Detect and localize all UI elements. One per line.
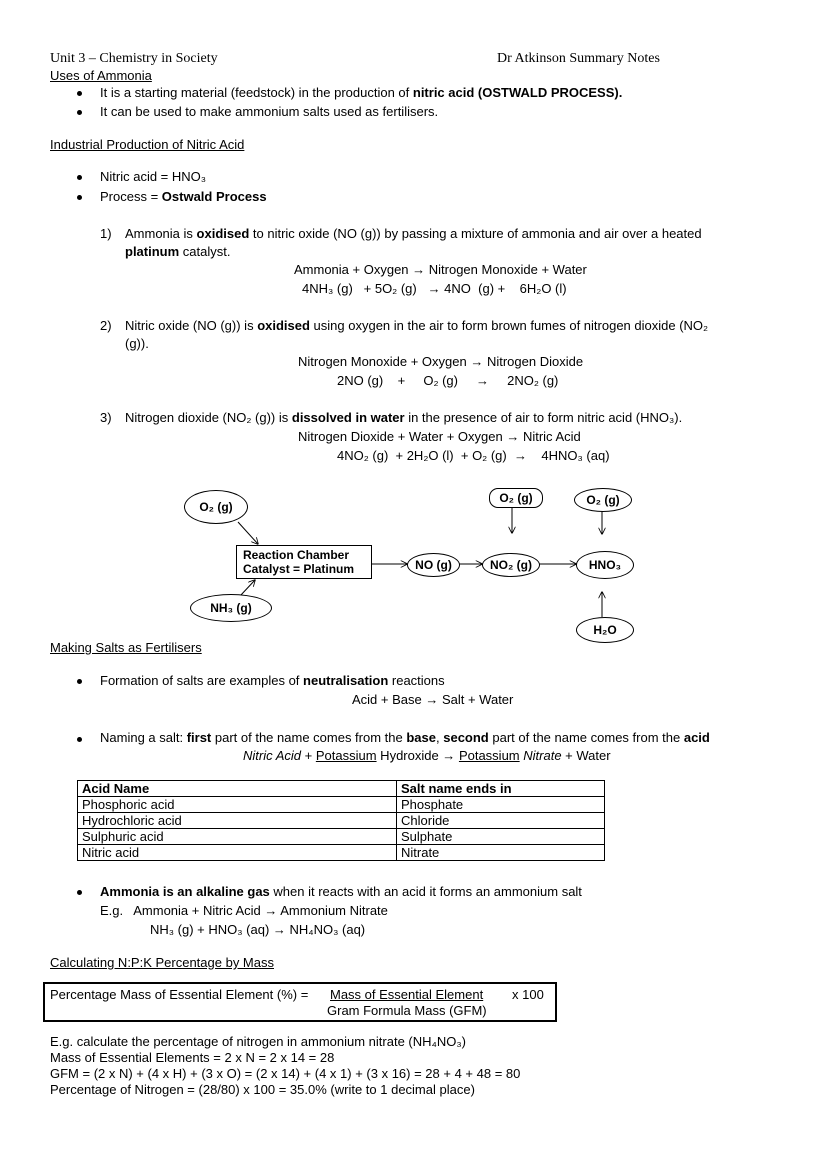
step-1-text-cont: platinum catalyst. [125, 244, 231, 259]
step-1-symbol-equation: 4NH₃ (g) + 5O₂ (g) → 4NO (g) + 6H₂O (l) [302, 281, 567, 296]
node-no: NO (g) [407, 553, 460, 577]
salts-bullet-3: Ammonia is an alkaline gas when it reacts with an acid it forms an ammonium salt [100, 884, 582, 899]
bullet [77, 679, 82, 684]
salts-heading: Making Salts as Fertilisers [50, 640, 202, 655]
npk-example-line-3: GFM = (2 x N) + (4 x H) + (3 x O) = (2 x 14) + (4 x 1) + (3 x 16) = 28 + 4 + 48 = 80 [50, 1066, 521, 1081]
table-cell: Chloride [397, 813, 605, 829]
table-cell: Phosphate [397, 797, 605, 813]
step-2-text: Nitric oxide (NO (g)) is oxidised using oxygen in the air to form brown fumes of nitrogen dioxide (NO₂ [125, 318, 709, 333]
table-cell: Hydrochloric acid [78, 813, 397, 829]
table-header: Acid Name [78, 781, 397, 797]
node-o2-no2: O₂ (g) [489, 488, 543, 508]
step-2-number: 2) [100, 318, 112, 333]
salts-bullet-2: Naming a salt: first part of the name comes from the base, second part of the name comes from the acid [100, 730, 710, 745]
npk-heading: Calculating N:P:K Percentage by Mass [50, 955, 274, 970]
table-row [78, 845, 605, 861]
node-h2o: H₂O [576, 617, 634, 643]
table-cell: Sulphuric acid [78, 829, 397, 845]
table-row [78, 797, 605, 813]
step-2-text-cont: (g)). [125, 336, 149, 351]
step-1-number: 1) [100, 226, 112, 241]
unit-title: Unit 3 – Chemistry in Society [50, 51, 218, 66]
step-2-symbol-equation: 2NO (g) + O₂ (g) → 2NO₂ (g) [337, 373, 559, 388]
catalyst-label: Catalyst = Platinum [243, 562, 355, 576]
node-o2-hno3: O₂ (g) [574, 488, 632, 512]
formula-denominator: Gram Formula Mass (GFM) [327, 1003, 487, 1018]
node-no2: NO₂ (g) [482, 553, 540, 577]
chamber-label: Reaction Chamber [243, 548, 350, 562]
npk-example-line-4: Percentage of Nitrogen = (28/80) x 100 = 35.0% (write to 1 decimal place) [50, 1082, 475, 1097]
step-3-symbol-equation: 4NO₂ (g) + 2H₂O (l) + O₂ (g) → 4HNO₃ (aq) [337, 448, 610, 463]
node-o2-chamber: O₂ (g) [184, 490, 248, 524]
salt-names-table [77, 780, 605, 861]
table-cell: Nitric acid [78, 845, 397, 861]
npk-example-line-2: Mass of Essential Elements = 2 x N = 2 x 14 = 28 [50, 1050, 335, 1065]
step-1-text: Ammonia is oxidised to nitric oxide (NO (g)) by passing a mixture of ammonia and air over a heated [125, 226, 702, 241]
bullet [77, 737, 82, 742]
table-cell: Sulphate [397, 829, 605, 845]
table-row [78, 813, 605, 829]
formula-multiplier: x 100 [512, 987, 544, 1002]
industrial-bullet-1: Nitric acid = HNO₃ [100, 169, 207, 184]
author-title: Dr Atkinson Summary Notes [497, 51, 660, 66]
arrow-o2-to-chamber [238, 522, 258, 544]
uses-heading: Uses of Ammonia [50, 68, 152, 83]
table-cell: Phosphoric acid [78, 797, 397, 813]
table-header-row [78, 781, 605, 797]
industrial-bullet-2: Process = Ostwald Process [100, 189, 267, 204]
uses-bullet-1: It is a starting material (feedstock) in the production of nitric acid (OSTWALD PROCESS). [100, 85, 623, 100]
ammonium-word-equation: E.g. Ammonia + Nitric Acid → Ammonium Nitrate [100, 903, 388, 918]
step-2-word-equation: Nitrogen Monoxide + Oxygen → Nitrogen Dioxide [298, 354, 584, 369]
naming-example: Nitric Acid + Potassium Hydroxide → Potassium Nitrate + Water [243, 748, 611, 763]
step-3-word-equation: Nitrogen Dioxide + Water + Oxygen → Nitric Acid [298, 429, 581, 444]
step-3-text: Nitrogen dioxide (NO₂ (g)) is dissolved in water in the presence of air to form nitric acid (HNO₃). [125, 410, 683, 425]
formula-lhs: Percentage Mass of Essential Element (%) = [50, 987, 309, 1002]
step-1-word-equation: Ammonia + Oxygen → Nitrogen Monoxide + Water [294, 262, 587, 277]
node-nh3: NH₃ (g) [190, 594, 272, 622]
ammonium-symbol-equation: NH₃ (g) + HNO₃ (aq) → NH₄NO₃ (aq) [150, 922, 366, 937]
formula-numerator: Mass of Essential Element [330, 987, 484, 1002]
neutralisation-equation: Acid + Base → Salt + Water [352, 692, 514, 707]
uses-bullet-2: It can be used to make ammonium salts used as fertilisers. [100, 104, 439, 119]
salts-bullet-1: Formation of salts are examples of neutralisation reactions [100, 673, 445, 688]
step-3-number: 3) [100, 410, 112, 425]
bullet [77, 890, 82, 895]
npk-example-line-1: E.g. calculate the percentage of nitrogen in ammonium nitrate (NH₄NO₃) [50, 1034, 466, 1049]
table-row [78, 829, 605, 845]
reaction-chamber-box [236, 545, 372, 579]
table-header: Salt name ends in [397, 781, 605, 797]
table-cell: Nitrate [397, 845, 605, 861]
industrial-heading: Industrial Production of Nitric Acid [50, 137, 245, 152]
node-hno3: HNO₃ [576, 551, 634, 579]
